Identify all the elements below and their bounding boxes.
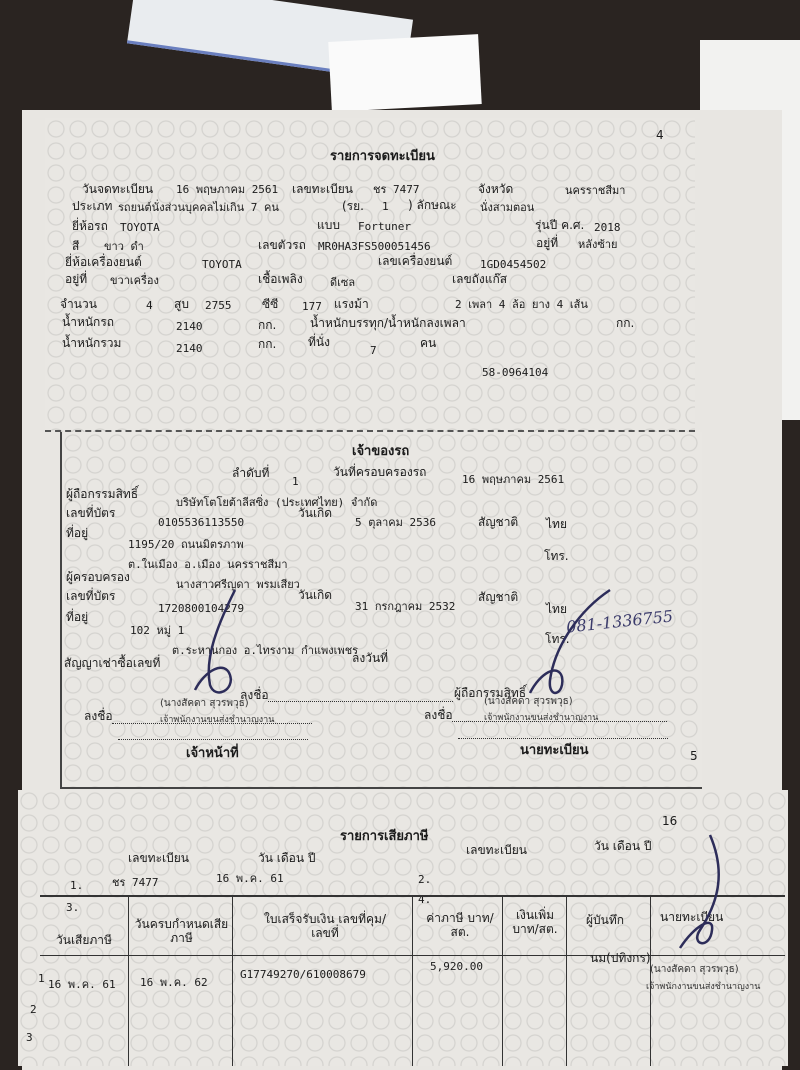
tax-head-registrar: นายทะเบียน <box>660 910 724 924</box>
reg-date-label: วันจดทะเบียน <box>82 182 154 196</box>
axle-info: 2 เพลา 4 ล้อ ยาง 4 เส้น <box>455 298 588 311</box>
officer-label: เจ้าหน้าที่ <box>186 746 239 761</box>
tax-row-no-1: 1 <box>38 972 45 985</box>
page-number-16: 16 <box>662 814 678 828</box>
kg-label-2: กก. <box>616 316 635 330</box>
stamp-name-1: (นางสัคดา สุวรพวุธ) <box>160 698 249 709</box>
tax-col-divider <box>232 895 233 1066</box>
horsepower: 177 <box>302 300 322 313</box>
load-label: น้ำหนักบรรทุก/น้ำหนักลงเพลา <box>310 316 466 330</box>
sign-line-1 <box>268 700 453 702</box>
stamp-position-2: เจ้าพนักงานขนส่งชำนาญงาน <box>484 713 599 723</box>
contract-date-label: ลงวันที่ <box>352 651 389 665</box>
tax-row2-no: 2. <box>418 873 432 886</box>
background-paper <box>328 34 481 112</box>
tax-stamp-name: (นางสัคดา สุวรพวุธ) <box>650 964 739 975</box>
weight: 2140 <box>176 320 203 333</box>
tax-row1-plate: ชร 7477 <box>112 876 159 889</box>
color-label: สี <box>72 239 80 253</box>
order-number: 1 <box>292 475 299 488</box>
color: ขาว ดำ <box>104 240 144 253</box>
engine-pos-label: อยู่ที่ <box>65 272 88 286</box>
sign-holder-label: ผู้ถือกรรมสิทธิ์ <box>454 686 527 700</box>
tax-col-divider <box>566 895 567 1066</box>
holder-birth: 5 ตุลาคม 2536 <box>355 516 437 529</box>
engine-cc: 2755 <box>205 299 232 312</box>
order-label: ลำดับที่ <box>232 466 270 480</box>
model-year: 2018 <box>594 221 621 234</box>
possess-date: 16 พฤษภาคม 2561 <box>462 473 565 486</box>
possessor-id: 1720800104279 <box>158 602 245 615</box>
vehicle-type: รถยนต์นั่งส่วนบุคคลไม่เกิน 7 คน <box>118 201 279 214</box>
tax-head-recorder: ผู้บันทึก <box>586 913 625 927</box>
page-number-5: 5 <box>690 749 698 763</box>
possess-date-label: วันที่ครอบครองรถ <box>333 465 427 479</box>
cyl-label: จำนวน <box>60 297 97 311</box>
tax-col-divider <box>502 895 503 1066</box>
possessor-addr-label: ที่อยู่ <box>66 610 89 624</box>
tax-amount: 5,920.00 <box>430 960 483 973</box>
possessor-birth: 31 กรกฎาคม 2532 <box>355 600 456 613</box>
tax-due-date: 16 พ.ค. 62 <box>140 976 208 989</box>
possessor-address-1: 102 หมู่ 1 <box>130 624 185 637</box>
tax-head-extra: เงินเพิ่ม บาท/สต. <box>512 908 558 936</box>
holder-address-2: ต.ในเมือง อ.เมือง นครราชสีมา <box>128 558 288 571</box>
possessor-birth-label: วันเกิด <box>298 588 333 602</box>
year-label: รุ่นปี ค.ศ. <box>535 218 585 232</box>
chassis-number: MR0HA3FS500051456 <box>318 240 431 253</box>
tax-col-date: วัน เดือน ปี <box>258 851 316 865</box>
engine-brand: TOYOTA <box>202 258 242 271</box>
signature-officer <box>175 580 295 710</box>
tax-receipt-no: G17749270/610008679 <box>240 968 366 981</box>
tax-row3-no: 3. <box>66 901 80 914</box>
stamp-position-1: เจ้าพนักงานขนส่งชำนาญงาน <box>160 715 275 725</box>
plate-label: เลขทะเบียน <box>292 182 353 196</box>
brand-label: ยี่ห้อรถ <box>72 219 108 233</box>
brand: TOYOTA <box>120 221 160 234</box>
possessor-id-label: เลขที่บัตร <box>66 589 116 603</box>
holder-nationality: ไทย <box>546 517 567 531</box>
sign-label-2: ลงชื่อ <box>84 709 113 723</box>
engine-no-label: เลขเครื่องยนต์ <box>378 254 453 268</box>
chassis-label: เลขตัวรถ <box>258 238 306 252</box>
vehicle-style: นั่งสามตอน <box>480 201 535 214</box>
model: Fortuner <box>358 220 411 233</box>
holder-name: บริษัทโตโยต้าลีสซิ่ง (ประเทศไทย) จำกัด <box>176 496 378 509</box>
holder-label: ผู้ถือกรรมสิทธิ์ <box>66 487 139 501</box>
tax-row1-no: 1. <box>70 879 84 892</box>
hp-label: แรงม้า <box>334 297 369 311</box>
chassis-position: หลังซ้าย <box>578 238 618 251</box>
holder-id: 0105536113550 <box>158 516 245 529</box>
kg-label: กก. <box>258 318 277 332</box>
cylinders: 4 <box>146 299 153 312</box>
engine-position: ขวาเครื่อง <box>110 274 159 287</box>
name-line-1 <box>118 738 308 740</box>
tax-row4-no: 4. <box>418 893 432 906</box>
handwritten-phone: 081-1336755 <box>565 606 674 637</box>
engine-brand-label: ยี่ห้อเครื่องยนต์ <box>65 255 142 269</box>
fuel: ดีเซล <box>330 276 356 289</box>
holder-address-1: 1195/20 ถนนมิตรภาพ <box>128 538 244 551</box>
person-label: คน <box>420 336 437 350</box>
holder-id-label: เลขที่บัตร <box>66 506 116 520</box>
tax-head-paid: วันเสียภาษี <box>56 933 112 947</box>
contract-label: สัญญาเช่าซื้อเลขที่ <box>64 656 161 670</box>
kg-label-3: กก. <box>258 337 277 351</box>
style-label: ) ลักษณะ <box>408 198 457 212</box>
signature-tax-registrar <box>640 830 750 960</box>
possessor-address-2: ต.ระหานกอง อ.ไทรงาม กำแพงเพชร <box>172 644 359 657</box>
model-label: แบบ <box>317 218 340 232</box>
reg-date: 16 พฤษภาคม 2561 <box>176 183 279 196</box>
chassis-pos-label: อยู่ที่ <box>536 236 559 250</box>
province-label: จังหวัด <box>478 182 514 196</box>
possessor-name: นางสาวศรีญดา พรมเสียว <box>176 578 300 591</box>
sign-label-3: ลงชื่อ <box>424 708 453 722</box>
tax-col-divider <box>412 895 413 1066</box>
tax-stamp-position: เจ้าพนักงานขนส่งชำนาญงาน <box>646 982 761 992</box>
stamp-name-2: (นางสัคดา สุวรพวุธ) <box>484 696 573 707</box>
possessor-tel-label: โทร. <box>545 632 570 646</box>
tax-row-no-2: 2 <box>30 1003 37 1016</box>
seats: 7 <box>370 344 377 357</box>
possessor-nat-label: สัญชาติ <box>478 590 519 604</box>
tax-col-plate-2: เลขทะเบียน <box>466 843 527 857</box>
tax-col-divider <box>128 895 129 1066</box>
cc-label: ซีซี <box>262 297 279 311</box>
tax-row-no-3: 3 <box>26 1031 33 1044</box>
holder-nat-label: สัญชาติ <box>478 515 519 529</box>
signature-registrar <box>520 585 630 710</box>
holder-addr-label: ที่อยู่ <box>66 526 89 540</box>
type-label: ประเภท <box>72 199 113 213</box>
tax-title: รายการเสียภาษี <box>340 829 429 844</box>
name-line-2 <box>458 737 668 739</box>
tax-row1-date: 16 พ.ค. 61 <box>216 872 284 885</box>
engine-number: 1GD0454502 <box>480 258 547 271</box>
tax-col-plate: เลขทะเบียน <box>128 851 189 865</box>
fuel-label: เชื้อเพลิง <box>258 272 303 286</box>
stroke-label: สูบ <box>174 297 189 311</box>
tax-head-due: วันครบกำหนดเสียภาษี <box>134 917 229 945</box>
gross-label: น้ำหนักรวม <box>62 336 122 350</box>
holder-birth-label: วันเกิด <box>298 506 333 520</box>
page-number: 4 <box>656 128 664 142</box>
tax-col-date-2: วัน เดือน ปี <box>594 839 652 853</box>
seat-label: ที่นั่ง <box>308 335 330 349</box>
possessor-label: ผู้ครอบครอง <box>66 570 130 584</box>
registrar-label: นายทะเบียน <box>520 743 589 758</box>
rs-value: 1 <box>382 200 389 213</box>
tax-paid-date: 16 พ.ค. 61 <box>48 978 116 991</box>
serial-number: 58-0964104 <box>482 366 549 379</box>
owner-title: เจ้าของรถ <box>352 444 410 459</box>
gross-weight: 2140 <box>176 342 203 355</box>
province: นครราชสีมา <box>565 184 626 197</box>
possessor-nationality: ไทย <box>546 602 567 616</box>
gas-label: เลขถังแก๊ส <box>452 272 508 286</box>
registration-title: รายการจดทะเบียน <box>330 149 435 164</box>
weight-label: น้ำหนักรถ <box>62 315 115 329</box>
tax-head-amount: ค่าภาษี บาท/สต. <box>426 911 494 939</box>
sign-label-1: ลงชื่อ <box>240 688 269 702</box>
plate: ชร 7477 <box>373 183 420 196</box>
tax-recorder: นม(ปทิงกร) <box>590 951 651 965</box>
holder-tel-label: โทร. <box>544 549 569 563</box>
tax-head-receipt: ใบเสร็จรับเงิน เลขที่คุม/เลขที่ <box>264 912 386 940</box>
rs-label: (รย. <box>342 199 364 213</box>
